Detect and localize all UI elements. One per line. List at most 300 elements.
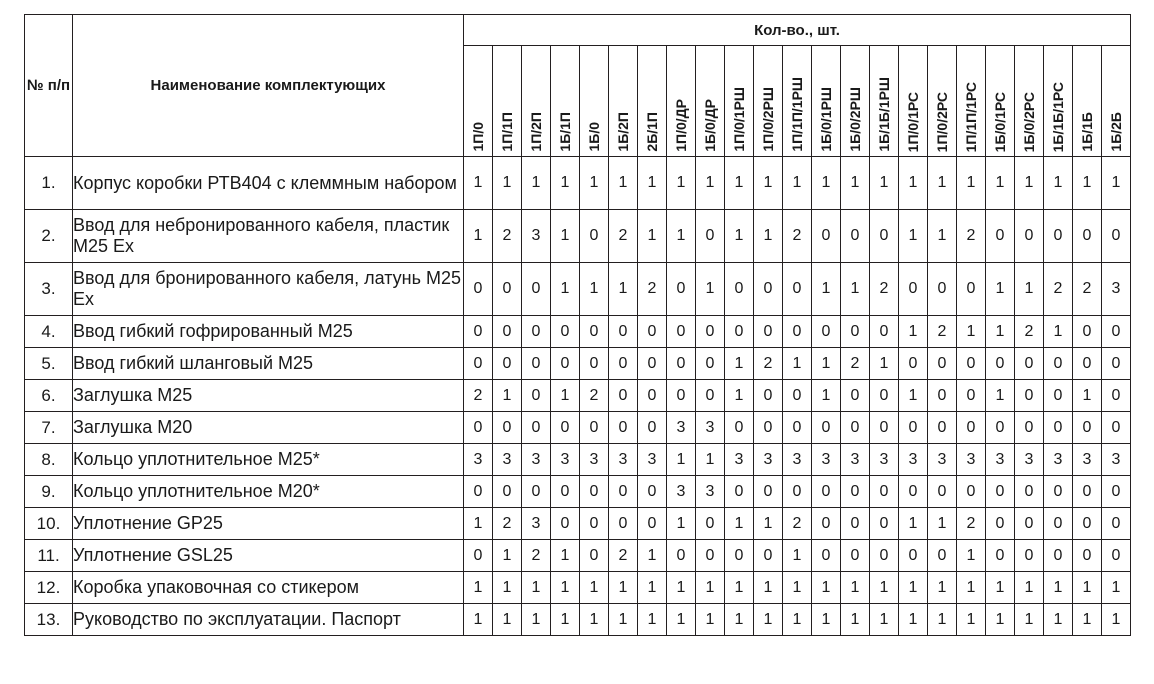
quantity-cell: 0	[464, 263, 493, 316]
variant-header	[696, 46, 725, 157]
quantity-cell: 1	[638, 572, 667, 604]
quantity-cell: 0	[609, 476, 638, 508]
quantity-cell: 0	[1015, 210, 1044, 263]
variant-header	[1073, 46, 1102, 157]
quantity-cell: 1	[1015, 263, 1044, 316]
quantity-cell: 0	[1015, 412, 1044, 444]
quantity-cell: 0	[580, 508, 609, 540]
row-number: 11.	[25, 540, 73, 572]
quantity-cell: 1	[1102, 157, 1131, 210]
quantity-cell: 2	[493, 210, 522, 263]
component-name: Корпус коробки РТВ404 с клеммным набором	[73, 157, 464, 210]
quantity-cell: 3	[783, 444, 812, 476]
quantity-cell: 1	[464, 572, 493, 604]
quantity-cell: 1	[812, 263, 841, 316]
quantity-cell: 1	[1073, 380, 1102, 412]
quantity-cell: 0	[522, 476, 551, 508]
table-row	[25, 604, 1131, 636]
variant-label: 1П/0	[470, 122, 486, 152]
quantity-cell: 0	[638, 412, 667, 444]
variant-header	[464, 46, 493, 157]
component-name: Коробка упаковочная со стикером	[73, 572, 464, 604]
table-row	[25, 157, 1131, 210]
quantity-cell: 0	[1015, 540, 1044, 572]
quantity-cell: 1	[1044, 604, 1073, 636]
variant-label: 1Б/1Б	[1079, 112, 1095, 152]
quantity-cell: 0	[696, 348, 725, 380]
component-name: Заглушка М25	[73, 380, 464, 412]
quantity-cell: 2	[957, 508, 986, 540]
quantity-cell: 0	[1044, 508, 1073, 540]
quantity-cell: 0	[1044, 412, 1073, 444]
quantity-cell: 0	[1102, 380, 1131, 412]
quantity-cell: 0	[841, 508, 870, 540]
quantity-cell: 1	[1015, 157, 1044, 210]
quantity-cell: 1	[928, 604, 957, 636]
quantity-cell: 1	[870, 572, 899, 604]
quantity-cell: 1	[928, 210, 957, 263]
quantity-cell: 0	[696, 508, 725, 540]
quantity-cell: 0	[986, 476, 1015, 508]
variant-header	[841, 46, 870, 157]
quantity-cell: 1	[870, 348, 899, 380]
quantity-cell: 0	[1015, 508, 1044, 540]
quantity-cell: 0	[870, 380, 899, 412]
quantity-cell: 1	[754, 157, 783, 210]
quantity-cell: 1	[1015, 604, 1044, 636]
row-number: 6.	[25, 380, 73, 412]
quantity-cell: 0	[841, 380, 870, 412]
quantity-cell: 3	[522, 508, 551, 540]
quantity-cell: 0	[638, 316, 667, 348]
quantity-cell: 0	[696, 540, 725, 572]
quantity-cell: 0	[986, 210, 1015, 263]
variant-label: 1Б/0/2РС	[1021, 91, 1037, 152]
quantity-cell: 3	[493, 444, 522, 476]
quantity-cell: 2	[754, 348, 783, 380]
quantity-cell: 0	[899, 412, 928, 444]
quantity-cell: 1	[551, 604, 580, 636]
component-name: Ввод гибкий гофрированный М25	[73, 316, 464, 348]
component-name: Кольцо уплотнительное М25*	[73, 444, 464, 476]
quantity-cell: 0	[551, 476, 580, 508]
quantity-cell: 0	[1044, 540, 1073, 572]
quantity-cell: 3	[522, 210, 551, 263]
quantity-cell: 1	[841, 263, 870, 316]
row-number: 10.	[25, 508, 73, 540]
quantity-cell: 0	[638, 348, 667, 380]
component-name: Уплотнение GSL25	[73, 540, 464, 572]
quantity-cell: 0	[754, 476, 783, 508]
quantity-cell: 1	[667, 604, 696, 636]
quantity-cell: 3	[609, 444, 638, 476]
quantity-cell: 0	[696, 210, 725, 263]
quantity-cell: 1	[725, 604, 754, 636]
quantity-cell: 1	[580, 572, 609, 604]
quantity-cell: 1	[725, 348, 754, 380]
quantity-cell: 1	[986, 263, 1015, 316]
quantity-cell: 0	[493, 476, 522, 508]
quantity-cell: 0	[841, 476, 870, 508]
quantity-cell: 1	[696, 157, 725, 210]
quantity-cell: 1	[812, 604, 841, 636]
quantity-cell: 0	[667, 380, 696, 412]
variant-header	[899, 46, 928, 157]
quantity-cell: 1	[667, 508, 696, 540]
quantity-cell: 0	[667, 316, 696, 348]
quantity-cell: 0	[754, 316, 783, 348]
quantity-cell: 2	[1073, 263, 1102, 316]
variant-label: 1Б/2Б	[1108, 112, 1124, 152]
quantity-cell: 1	[551, 572, 580, 604]
quantity-cell: 0	[1073, 348, 1102, 380]
variant-label: 1Б/0/2РШ	[847, 87, 863, 152]
variant-label: 1П/1П/1РС	[963, 81, 979, 152]
quantity-cell: 0	[1102, 540, 1131, 572]
variant-header	[870, 46, 899, 157]
quantity-cell: 1	[493, 380, 522, 412]
quantity-cell: 0	[957, 380, 986, 412]
quantity-cell: 0	[522, 348, 551, 380]
quantity-cell: 0	[580, 348, 609, 380]
quantity-cell: 0	[464, 316, 493, 348]
quantity-cell: 1	[986, 604, 1015, 636]
quantity-cell: 1	[783, 348, 812, 380]
quantity-cell: 1	[812, 157, 841, 210]
quantity-cell: 1	[812, 348, 841, 380]
component-name: Ввод гибкий шланговый М25	[73, 348, 464, 380]
quantity-cell: 0	[870, 412, 899, 444]
quantity-cell: 0	[783, 263, 812, 316]
quantity-cell: 3	[841, 444, 870, 476]
variant-label: 1П/0/ДР	[673, 99, 689, 152]
quantity-cell: 0	[493, 316, 522, 348]
quantity-cell: 3	[551, 444, 580, 476]
variant-header	[638, 46, 667, 157]
quantity-cell: 0	[493, 412, 522, 444]
quantity-cell: 1	[725, 508, 754, 540]
row-number: 7.	[25, 412, 73, 444]
quantity-cell: 0	[1015, 476, 1044, 508]
quantity-cell: 1	[783, 572, 812, 604]
quantity-cell: 0	[725, 476, 754, 508]
quantity-cell: 3	[1015, 444, 1044, 476]
variant-header	[928, 46, 957, 157]
quantity-cell: 1	[1044, 572, 1073, 604]
quantity-cell: 1	[696, 444, 725, 476]
variant-header	[1044, 46, 1073, 157]
quantity-cell: 1	[899, 604, 928, 636]
quantity-cell: 0	[522, 380, 551, 412]
quantity-cell: 0	[1102, 210, 1131, 263]
quantity-cell: 3	[580, 444, 609, 476]
quantity-cell: 0	[870, 508, 899, 540]
quantity-cell: 3	[1102, 444, 1131, 476]
quantity-cell: 0	[638, 380, 667, 412]
quantity-cell: 0	[783, 380, 812, 412]
quantity-cell: 0	[870, 210, 899, 263]
quantity-cell: 3	[957, 444, 986, 476]
quantity-cell: 1	[551, 157, 580, 210]
quantity-cell: 1	[464, 157, 493, 210]
variant-header	[667, 46, 696, 157]
variant-label: 1Б/0/ДР	[702, 99, 718, 152]
quantity-cell: 0	[551, 508, 580, 540]
quantity-cell: 1	[464, 508, 493, 540]
quantity-cell: 0	[783, 476, 812, 508]
row-number: 1.	[25, 157, 73, 210]
quantity-cell: 0	[754, 380, 783, 412]
variant-label: 1Б/0/1РШ	[818, 87, 834, 152]
quantity-cell: 0	[841, 540, 870, 572]
quantity-cell: 2	[609, 210, 638, 263]
quantity-cell: 0	[1073, 540, 1102, 572]
quantity-cell: 0	[957, 476, 986, 508]
quantity-cell: 0	[928, 263, 957, 316]
quantity-cell: 3	[899, 444, 928, 476]
quantity-cell: 0	[812, 412, 841, 444]
variant-label: 2Б/1П	[644, 112, 660, 152]
quantity-cell: 1	[899, 157, 928, 210]
quantity-cell: 3	[928, 444, 957, 476]
quantity-cell: 1	[957, 540, 986, 572]
variant-header	[580, 46, 609, 157]
component-name: Ввод для небронированного кабеля, пластик М25 Ex	[73, 210, 464, 263]
quantity-cell: 0	[986, 540, 1015, 572]
row-number: 9.	[25, 476, 73, 508]
quantity-cell: 1	[928, 508, 957, 540]
variant-label: 1Б/1Б/1РШ	[876, 77, 892, 152]
row-number: 12.	[25, 572, 73, 604]
table-row	[25, 508, 1131, 540]
quantity-cell: 1	[522, 604, 551, 636]
quantity-cell: 1	[1015, 572, 1044, 604]
quantity-cell: 0	[986, 412, 1015, 444]
quantity-cell: 1	[493, 604, 522, 636]
quantity-cell: 0	[1102, 348, 1131, 380]
quantity-cell: 0	[464, 348, 493, 380]
table-row	[25, 380, 1131, 412]
quantity-cell: 2	[783, 210, 812, 263]
quantity-cell: 0	[1102, 508, 1131, 540]
quantity-cell: 1	[1102, 572, 1131, 604]
quantity-cell: 1	[609, 157, 638, 210]
table-row	[25, 263, 1131, 316]
quantity-cell: 1	[725, 572, 754, 604]
column-header-name: Наименование комплектующих	[73, 15, 464, 157]
quantity-cell: 1	[986, 316, 1015, 348]
variant-header	[1015, 46, 1044, 157]
quantity-cell: 0	[667, 263, 696, 316]
quantity-cell: 0	[551, 316, 580, 348]
quantity-cell: 1	[667, 444, 696, 476]
quantity-cell: 1	[522, 572, 551, 604]
component-name: Заглушка М20	[73, 412, 464, 444]
quantity-cell: 1	[464, 210, 493, 263]
quantity-cell: 0	[1102, 412, 1131, 444]
table-row	[25, 476, 1131, 508]
quantity-cell: 2	[1044, 263, 1073, 316]
quantity-cell: 3	[638, 444, 667, 476]
variant-label: 1П/1П/1РШ	[789, 77, 805, 152]
quantity-cell: 1	[522, 157, 551, 210]
quantity-cell: 0	[522, 412, 551, 444]
quantity-cell: 0	[986, 508, 1015, 540]
quantity-cell: 0	[725, 540, 754, 572]
quantity-cell: 1	[464, 604, 493, 636]
variant-label: 1П/1П	[499, 112, 515, 152]
quantity-cell: 0	[783, 316, 812, 348]
quantity-cell: 1	[725, 380, 754, 412]
quantity-cell: 1	[493, 572, 522, 604]
quantity-cell: 0	[754, 540, 783, 572]
quantity-cell: 1	[1073, 572, 1102, 604]
quantity-cell: 2	[522, 540, 551, 572]
quantity-cell: 0	[609, 316, 638, 348]
quantity-cell: 1	[928, 157, 957, 210]
quantity-cell: 1	[899, 210, 928, 263]
quantity-cell: 0	[957, 263, 986, 316]
quantity-cell: 3	[725, 444, 754, 476]
quantity-cell: 1	[638, 157, 667, 210]
quantity-cell: 0	[754, 412, 783, 444]
variant-label: 1П/0/2РШ	[760, 87, 776, 152]
variant-label: 1Б/1П	[557, 112, 573, 152]
row-number: 8.	[25, 444, 73, 476]
variant-label: 1П/2П	[528, 112, 544, 152]
components-table	[24, 14, 1131, 636]
variant-header	[986, 46, 1015, 157]
quantity-cell: 1	[957, 604, 986, 636]
quantity-cell: 1	[638, 540, 667, 572]
quantity-cell: 0	[957, 348, 986, 380]
quantity-cell: 1	[899, 316, 928, 348]
quantity-cell: 3	[1102, 263, 1131, 316]
quantity-cell: 1	[580, 604, 609, 636]
quantity-cell: 1	[841, 604, 870, 636]
quantity-cell: 1	[870, 157, 899, 210]
quantity-cell: 0	[580, 540, 609, 572]
quantity-cell: 1	[957, 572, 986, 604]
quantity-cell: 1	[986, 157, 1015, 210]
quantity-cell: 2	[638, 263, 667, 316]
table-row	[25, 572, 1131, 604]
quantity-cell: 0	[522, 316, 551, 348]
column-header-quantity: Кол-во., шт.	[464, 15, 1131, 46]
quantity-cell: 1	[841, 572, 870, 604]
variant-header	[957, 46, 986, 157]
quantity-cell: 0	[1015, 380, 1044, 412]
quantity-cell: 0	[667, 348, 696, 380]
quantity-cell: 0	[1073, 412, 1102, 444]
quantity-cell: 0	[957, 412, 986, 444]
quantity-cell: 3	[870, 444, 899, 476]
quantity-cell: 0	[928, 380, 957, 412]
quantity-cell: 0	[1073, 316, 1102, 348]
quantity-cell: 0	[812, 540, 841, 572]
quantity-cell: 0	[1044, 348, 1073, 380]
quantity-cell: 0	[841, 316, 870, 348]
quantity-cell: 0	[928, 412, 957, 444]
quantity-cell: 0	[464, 412, 493, 444]
quantity-cell: 3	[667, 412, 696, 444]
quantity-cell: 0	[522, 263, 551, 316]
table-row	[25, 540, 1131, 572]
quantity-cell: 0	[551, 348, 580, 380]
quantity-cell: 1	[551, 263, 580, 316]
quantity-cell: 1	[725, 210, 754, 263]
quantity-cell: 3	[812, 444, 841, 476]
variant-header	[609, 46, 638, 157]
variant-header	[1102, 46, 1131, 157]
quantity-cell: 0	[870, 540, 899, 572]
quantity-cell: 0	[638, 508, 667, 540]
quantity-cell: 0	[1073, 210, 1102, 263]
column-header-number: № п/п	[25, 15, 73, 157]
quantity-cell: 0	[812, 316, 841, 348]
quantity-cell: 1	[812, 572, 841, 604]
quantity-cell: 0	[725, 316, 754, 348]
quantity-cell: 1	[754, 508, 783, 540]
variant-header	[812, 46, 841, 157]
variant-label: 1П/0/1РШ	[731, 87, 747, 152]
table-row	[25, 316, 1131, 348]
quantity-cell: 0	[580, 316, 609, 348]
quantity-cell: 1	[899, 508, 928, 540]
quantity-cell: 0	[899, 476, 928, 508]
quantity-cell: 0	[783, 412, 812, 444]
quantity-cell: 1	[841, 157, 870, 210]
quantity-cell: 0	[899, 540, 928, 572]
quantity-cell: 1	[783, 540, 812, 572]
quantity-cell: 1	[783, 157, 812, 210]
header-row-top	[25, 15, 1131, 46]
quantity-cell: 0	[928, 348, 957, 380]
quantity-cell: 0	[928, 476, 957, 508]
quantity-cell: 1	[638, 604, 667, 636]
table-row	[25, 444, 1131, 476]
quantity-cell: 2	[783, 508, 812, 540]
quantity-cell: 1	[667, 572, 696, 604]
quantity-cell: 0	[870, 316, 899, 348]
quantity-cell: 1	[899, 572, 928, 604]
quantity-cell: 0	[754, 263, 783, 316]
quantity-cell: 0	[899, 348, 928, 380]
variant-header	[522, 46, 551, 157]
quantity-cell: 2	[841, 348, 870, 380]
quantity-cell: 0	[609, 348, 638, 380]
quantity-cell: 0	[667, 540, 696, 572]
quantity-cell: 1	[754, 604, 783, 636]
quantity-cell: 1	[754, 210, 783, 263]
quantity-cell: 0	[609, 412, 638, 444]
quantity-cell: 3	[1044, 444, 1073, 476]
quantity-cell: 1	[754, 572, 783, 604]
quantity-cell: 0	[1044, 380, 1073, 412]
quantity-cell: 0	[580, 412, 609, 444]
quantity-cell: 0	[493, 348, 522, 380]
quantity-cell: 0	[609, 508, 638, 540]
row-number: 2.	[25, 210, 73, 263]
quantity-cell: 0	[580, 210, 609, 263]
quantity-cell: 0	[1073, 476, 1102, 508]
quantity-cell: 0	[1102, 476, 1131, 508]
quantity-cell: 1	[493, 157, 522, 210]
variant-header	[754, 46, 783, 157]
quantity-cell: 2	[609, 540, 638, 572]
quantity-cell: 1	[696, 572, 725, 604]
quantity-cell: 3	[464, 444, 493, 476]
